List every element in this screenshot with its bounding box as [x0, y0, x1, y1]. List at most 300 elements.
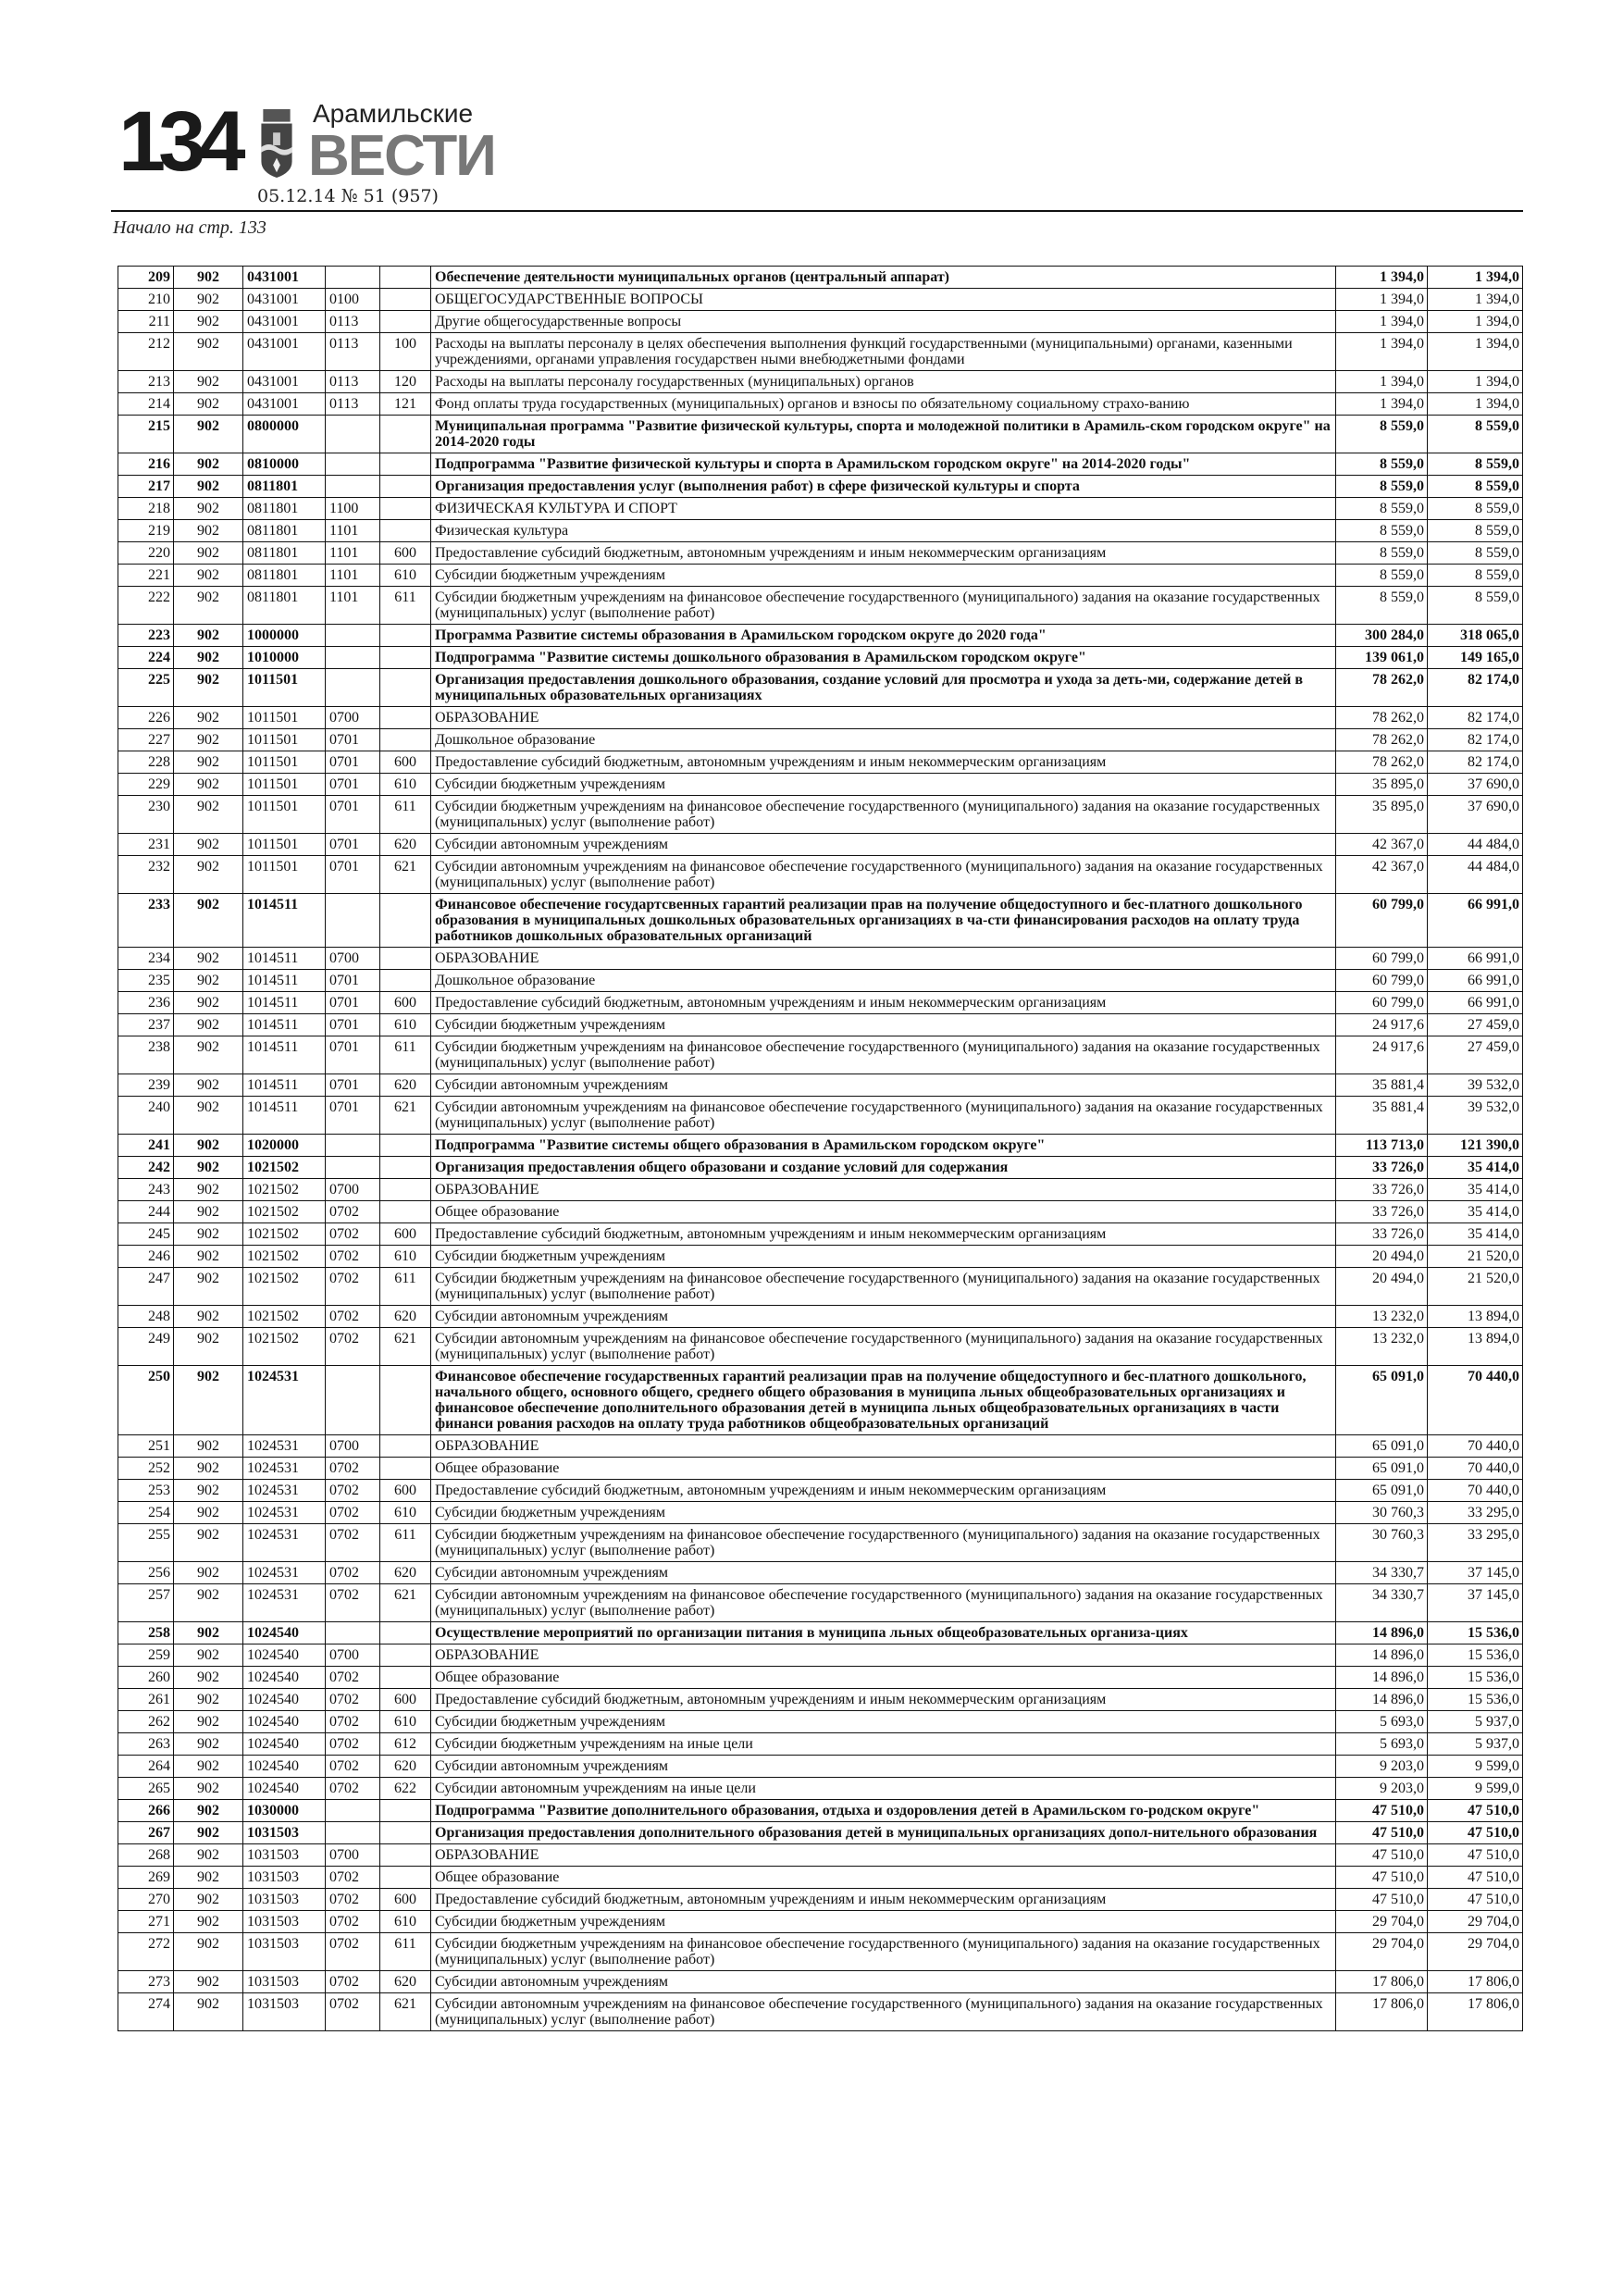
amount-year-1: 5 693,0: [1336, 1711, 1428, 1733]
row-number: 243: [118, 1179, 174, 1201]
expense-type-code: [380, 1800, 431, 1822]
section-code: [326, 267, 380, 289]
table-row: [118, 1584, 1523, 1622]
department-code: 902: [174, 1458, 243, 1480]
amount-year-1: 14 896,0: [1336, 1622, 1428, 1644]
table-row: [118, 393, 1523, 416]
amount-year-1: 35 895,0: [1336, 796, 1428, 834]
row-number: 239: [118, 1074, 174, 1097]
department-code: 902: [174, 1502, 243, 1524]
section-code: 0701: [326, 856, 380, 894]
description: Дошкольное образование: [431, 970, 1336, 992]
amount-year-1: 47 510,0: [1336, 1822, 1428, 1844]
amount-year-2: 35 414,0: [1428, 1179, 1523, 1201]
expense-type-code: 611: [380, 587, 431, 625]
target-article-code: 1024540: [243, 1711, 326, 1733]
table-row: [118, 371, 1523, 393]
amount-year-1: 47 510,0: [1336, 1800, 1428, 1822]
section-code: 0702: [326, 1502, 380, 1524]
amount-year-2: 37 690,0: [1428, 796, 1523, 834]
table-row: [118, 1157, 1523, 1179]
expense-type-code: 620: [380, 834, 431, 856]
amount-year-1: 20 494,0: [1336, 1268, 1428, 1306]
description: Субсидии автономным учреждениям на финансовое обеспечение государственного (муниципального) задания на оказание государственных (муниципальных) услуг (выполнение работ): [431, 856, 1336, 894]
coat-of-arms-icon: [257, 107, 296, 180]
brand-name-main: ВЕСТИ: [308, 124, 495, 188]
amount-year-1: 35 881,4: [1336, 1074, 1428, 1097]
row-number: 267: [118, 1822, 174, 1844]
department-code: 902: [174, 587, 243, 625]
target-article-code: 1021502: [243, 1179, 326, 1201]
description: Субсидии бюджетным учреждениям: [431, 1911, 1336, 1933]
section-code: 0702: [326, 1933, 380, 1971]
budget-table: [118, 266, 1523, 2031]
amount-year-2: 47 510,0: [1428, 1822, 1523, 1844]
description: Субсидии бюджетным учреждениям на финансовое обеспечение государственного (муниципального) задания на оказание государственных (муниципальных) услуг (выполнение работ): [431, 796, 1336, 834]
amount-year-1: 8 559,0: [1336, 542, 1428, 565]
table-row: [118, 542, 1523, 565]
target-article-code: 1024531: [243, 1480, 326, 1502]
expense-type-code: 600: [380, 751, 431, 774]
description: Предоставление субсидий бюджетным, автономным учреждениям и иным некоммерческим организациям: [431, 992, 1336, 1014]
target-article-code: 1014511: [243, 1097, 326, 1135]
department-code: 902: [174, 992, 243, 1014]
amount-year-1: 8 559,0: [1336, 565, 1428, 587]
amount-year-1: 29 704,0: [1336, 1933, 1428, 1971]
amount-year-2: 15 536,0: [1428, 1667, 1523, 1689]
description: Субсидии автономным учреждениям: [431, 1562, 1336, 1584]
section-code: 0702: [326, 1971, 380, 1993]
expense-type-code: 600: [380, 542, 431, 565]
amount-year-1: 13 232,0: [1336, 1306, 1428, 1328]
amount-year-1: 14 896,0: [1336, 1667, 1428, 1689]
row-number: 220: [118, 542, 174, 565]
amount-year-2: 15 536,0: [1428, 1622, 1523, 1644]
description: Субсидии бюджетным учреждениям: [431, 565, 1336, 587]
amount-year-1: 60 799,0: [1336, 948, 1428, 970]
department-code: 902: [174, 707, 243, 729]
amount-year-1: 17 806,0: [1336, 1971, 1428, 1993]
department-code: 902: [174, 542, 243, 565]
row-number: 242: [118, 1157, 174, 1179]
amount-year-2: 37 690,0: [1428, 774, 1523, 796]
amount-year-1: 60 799,0: [1336, 992, 1428, 1014]
expense-type-code: 611: [380, 1036, 431, 1074]
amount-year-1: 9 203,0: [1336, 1778, 1428, 1800]
row-number: 209: [118, 267, 174, 289]
department-code: 902: [174, 453, 243, 476]
amount-year-1: 113 713,0: [1336, 1135, 1428, 1157]
row-number: 246: [118, 1246, 174, 1268]
amount-year-2: 29 704,0: [1428, 1933, 1523, 1971]
row-number: 221: [118, 565, 174, 587]
target-article-code: 1011501: [243, 751, 326, 774]
amount-year-2: 47 510,0: [1428, 1889, 1523, 1911]
table-row: [118, 894, 1523, 948]
amount-year-2: 1 394,0: [1428, 371, 1523, 393]
amount-year-1: 65 091,0: [1336, 1458, 1428, 1480]
department-code: 902: [174, 894, 243, 948]
description: Субсидии автономным учреждениям на финансовое обеспечение государственного (муниципального) задания на оказание государственных (муниципальных) услуг (выполнение работ): [431, 1993, 1336, 2031]
department-code: 902: [174, 416, 243, 453]
department-code: 902: [174, 1584, 243, 1622]
department-code: 902: [174, 1667, 243, 1689]
row-number: 232: [118, 856, 174, 894]
expense-type-code: [380, 1179, 431, 1201]
row-number: 258: [118, 1622, 174, 1644]
row-number: 254: [118, 1502, 174, 1524]
table-row: [118, 1201, 1523, 1223]
description: Предоставление субсидий бюджетным, автономным учреждениям и иным некоммерческим организациям: [431, 1223, 1336, 1246]
table-row: [118, 565, 1523, 587]
amount-year-2: 8 559,0: [1428, 520, 1523, 542]
amount-year-2: 9 599,0: [1428, 1778, 1523, 1800]
expense-type-code: [380, 520, 431, 542]
amount-year-2: 8 559,0: [1428, 565, 1523, 587]
section-code: 0100: [326, 289, 380, 311]
expense-type-code: [380, 1822, 431, 1844]
amount-year-2: 37 145,0: [1428, 1562, 1523, 1584]
target-article-code: 1031503: [243, 1911, 326, 1933]
amount-year-1: 78 262,0: [1336, 729, 1428, 751]
expense-type-code: [380, 498, 431, 520]
table-row: [118, 520, 1523, 542]
description: Субсидии автономным учреждениям: [431, 1306, 1336, 1328]
expense-type-code: 600: [380, 1480, 431, 1502]
section-code: 1101: [326, 520, 380, 542]
row-number: 251: [118, 1435, 174, 1458]
table-row: [118, 1524, 1523, 1562]
amount-year-1: 1 394,0: [1336, 289, 1428, 311]
amount-year-1: 5 693,0: [1336, 1733, 1428, 1756]
department-code: 902: [174, 729, 243, 751]
department-code: 902: [174, 1689, 243, 1711]
description: Общее образование: [431, 1667, 1336, 1689]
amount-year-2: 121 390,0: [1428, 1135, 1523, 1157]
table-row: [118, 1179, 1523, 1201]
row-number: 260: [118, 1667, 174, 1689]
section-code: 0702: [326, 1889, 380, 1911]
expense-type-code: 610: [380, 1014, 431, 1036]
section-code: 0702: [326, 1306, 380, 1328]
amount-year-2: 47 510,0: [1428, 1867, 1523, 1889]
amount-year-1: 60 799,0: [1336, 894, 1428, 948]
row-number: 216: [118, 453, 174, 476]
expense-type-code: 612: [380, 1733, 431, 1756]
amount-year-1: 14 896,0: [1336, 1644, 1428, 1667]
department-code: 902: [174, 1097, 243, 1135]
amount-year-2: 8 559,0: [1428, 542, 1523, 565]
section-code: 0701: [326, 774, 380, 796]
target-article-code: 1031503: [243, 1889, 326, 1911]
amount-year-1: 24 917,6: [1336, 1014, 1428, 1036]
row-number: 250: [118, 1366, 174, 1435]
description: Субсидии бюджетным учреждениям: [431, 774, 1336, 796]
description: Субсидии автономным учреждениям на финансовое обеспечение государственного (муниципального) задания на оказание государственных (муниципальных) услуг (выполнение работ): [431, 1328, 1336, 1366]
amount-year-2: 1 394,0: [1428, 333, 1523, 371]
expense-type-code: [380, 625, 431, 647]
department-code: 902: [174, 625, 243, 647]
department-code: 902: [174, 267, 243, 289]
amount-year-1: 14 896,0: [1336, 1689, 1428, 1711]
department-code: 902: [174, 1074, 243, 1097]
expense-type-code: 622: [380, 1778, 431, 1800]
table-row: [118, 1074, 1523, 1097]
row-number: 219: [118, 520, 174, 542]
table-row: [118, 1268, 1523, 1306]
amount-year-2: 35 414,0: [1428, 1157, 1523, 1179]
expense-type-code: [380, 647, 431, 669]
row-number: 215: [118, 416, 174, 453]
section-code: 1101: [326, 587, 380, 625]
target-article-code: 1024540: [243, 1733, 326, 1756]
amount-year-2: 1 394,0: [1428, 267, 1523, 289]
section-code: 0701: [326, 1036, 380, 1074]
expense-type-code: [380, 948, 431, 970]
table-row: [118, 267, 1523, 289]
continued-from-note: Начало на стр. 133: [113, 217, 266, 238]
section-code: 0702: [326, 1911, 380, 1933]
table-row: [118, 970, 1523, 992]
department-code: 902: [174, 476, 243, 498]
row-number: 265: [118, 1778, 174, 1800]
row-number: 263: [118, 1733, 174, 1756]
description: Субсидии бюджетным учреждениям на финансовое обеспечение государственного (муниципального) задания на оказание государственных (муниципальных) услуг (выполнение работ): [431, 587, 1336, 625]
table-row: [118, 1223, 1523, 1246]
expense-type-code: 610: [380, 774, 431, 796]
department-code: 902: [174, 1524, 243, 1562]
department-code: 902: [174, 1756, 243, 1778]
section-code: 0701: [326, 1097, 380, 1135]
table-row: [118, 453, 1523, 476]
expense-type-code: 620: [380, 1306, 431, 1328]
section-code: [326, 1822, 380, 1844]
department-code: 902: [174, 948, 243, 970]
section-code: 0701: [326, 1014, 380, 1036]
description: Субсидии бюджетным учреждениям: [431, 1014, 1336, 1036]
expense-type-code: 620: [380, 1562, 431, 1584]
amount-year-1: 8 559,0: [1336, 498, 1428, 520]
description: Предоставление субсидий бюджетным, автономным учреждениям и иным некоммерческим организациям: [431, 542, 1336, 565]
amount-year-1: 13 232,0: [1336, 1328, 1428, 1366]
amount-year-1: 8 559,0: [1336, 416, 1428, 453]
description: ОБРАЗОВАНИЕ: [431, 1844, 1336, 1867]
description: ОБРАЗОВАНИЕ: [431, 948, 1336, 970]
section-code: 0700: [326, 1435, 380, 1458]
expense-type-code: 621: [380, 856, 431, 894]
amount-year-2: 8 559,0: [1428, 587, 1523, 625]
department-code: 902: [174, 1268, 243, 1306]
section-code: [326, 1622, 380, 1644]
target-article-code: 0431001: [243, 371, 326, 393]
description: Подпрограмма "Развитие системы дошкольного образования в Арамильском городском округе": [431, 647, 1336, 669]
department-code: 902: [174, 393, 243, 416]
row-number: 264: [118, 1756, 174, 1778]
description: ОБРАЗОВАНИЕ: [431, 707, 1336, 729]
amount-year-1: 33 726,0: [1336, 1179, 1428, 1201]
expense-type-code: [380, 707, 431, 729]
amount-year-1: 65 091,0: [1336, 1480, 1428, 1502]
amount-year-1: 78 262,0: [1336, 707, 1428, 729]
target-article-code: 1024540: [243, 1778, 326, 1800]
description: Финансовое обеспечение государтсвенных гарантий реализации прав на получение общедоступного и бес-платного дошкольного образования в муниципальных дошкольных образовательных организациях в ча-сти финансирования расходов на оплату труда работников дошкольных образовательных организаций: [431, 894, 1336, 948]
department-code: 902: [174, 1867, 243, 1889]
description: Подпрограмма "Развитие дополнительного образования, отдыха и оздоровления детей в Арамильском го-родском округе": [431, 1800, 1336, 1822]
target-article-code: 1014511: [243, 1014, 326, 1036]
expense-type-code: [380, 1622, 431, 1644]
amount-year-1: 47 510,0: [1336, 1867, 1428, 1889]
section-code: 1101: [326, 542, 380, 565]
row-number: 228: [118, 751, 174, 774]
section-code: 0701: [326, 834, 380, 856]
table-row: [118, 1306, 1523, 1328]
expense-type-code: 621: [380, 1993, 431, 2031]
target-article-code: 1031503: [243, 1933, 326, 1971]
row-number: 244: [118, 1201, 174, 1223]
amount-year-1: 8 559,0: [1336, 587, 1428, 625]
department-code: 902: [174, 1366, 243, 1435]
section-code: 0702: [326, 1246, 380, 1268]
section-code: [326, 1800, 380, 1822]
target-article-code: 1000000: [243, 625, 326, 647]
section-code: [326, 625, 380, 647]
description: Организация предоставления общего образовани и создание условий для содержания: [431, 1157, 1336, 1179]
target-article-code: 1031503: [243, 1993, 326, 2031]
target-article-code: 1031503: [243, 1867, 326, 1889]
table-row: [118, 948, 1523, 970]
amount-year-1: 300 284,0: [1336, 625, 1428, 647]
section-code: 0702: [326, 1524, 380, 1562]
section-code: [326, 669, 380, 707]
amount-year-2: 39 532,0: [1428, 1074, 1523, 1097]
amount-year-2: 5 937,0: [1428, 1733, 1523, 1756]
table-row: [118, 1993, 1523, 2031]
expense-type-code: 121: [380, 393, 431, 416]
table-row: [118, 834, 1523, 856]
expense-type-code: 610: [380, 565, 431, 587]
expense-type-code: [380, 970, 431, 992]
table-row: [118, 498, 1523, 520]
expense-type-code: 600: [380, 1889, 431, 1911]
description: Физическая культура: [431, 520, 1336, 542]
expense-type-code: 600: [380, 1223, 431, 1246]
expense-type-code: 621: [380, 1097, 431, 1135]
table-row: [118, 1667, 1523, 1689]
brand-name-top: Арамильские: [313, 99, 474, 128]
table-row: [118, 729, 1523, 751]
amount-year-1: 78 262,0: [1336, 751, 1428, 774]
row-number: 259: [118, 1644, 174, 1667]
amount-year-1: 139 061,0: [1336, 647, 1428, 669]
section-code: 0701: [326, 729, 380, 751]
department-code: 902: [174, 1844, 243, 1867]
amount-year-1: 65 091,0: [1336, 1366, 1428, 1435]
table-row: [118, 1366, 1523, 1435]
description: Муниципальная программа "Развитие физической культуры, спорта и молодежной политики в Арамиль-ском городском округе" на 2014-2020 годы: [431, 416, 1336, 453]
amount-year-2: 8 559,0: [1428, 476, 1523, 498]
amount-year-1: 33 726,0: [1336, 1201, 1428, 1223]
amount-year-2: 82 174,0: [1428, 729, 1523, 751]
amount-year-2: 82 174,0: [1428, 751, 1523, 774]
amount-year-2: 15 536,0: [1428, 1644, 1523, 1667]
section-code: 0702: [326, 1689, 380, 1711]
target-article-code: 1014511: [243, 948, 326, 970]
expense-type-code: 611: [380, 1524, 431, 1562]
section-code: 0702: [326, 1778, 380, 1800]
target-article-code: 0811801: [243, 476, 326, 498]
table-row: [118, 1933, 1523, 1971]
department-code: 902: [174, 1933, 243, 1971]
row-number: 241: [118, 1135, 174, 1157]
amount-year-1: 1 394,0: [1336, 371, 1428, 393]
table-row: [118, 625, 1523, 647]
amount-year-2: 70 440,0: [1428, 1480, 1523, 1502]
expense-type-code: 621: [380, 1584, 431, 1622]
section-code: 0113: [326, 371, 380, 393]
amount-year-1: 1 394,0: [1336, 267, 1428, 289]
row-number: 268: [118, 1844, 174, 1867]
section-code: 0701: [326, 992, 380, 1014]
row-number: 234: [118, 948, 174, 970]
target-article-code: 1024540: [243, 1622, 326, 1644]
table-row: [118, 1036, 1523, 1074]
row-number: 240: [118, 1097, 174, 1135]
amount-year-2: 318 065,0: [1428, 625, 1523, 647]
table-row: [118, 1733, 1523, 1756]
expense-type-code: [380, 1366, 431, 1435]
amount-year-2: 8 559,0: [1428, 416, 1523, 453]
table-row: [118, 476, 1523, 498]
row-number: 227: [118, 729, 174, 751]
description: Финансовое обеспечение государственных гарантий реализации прав на получение общедоступного и бес-платного дошкольного, начального общего, основного общего, среднего общего образования в муниципа льных общеобразовательных организациях и финансовое обеспечение дополнительного образования детей в муниципа льных общеобразовательных организациях в части финанси рования расходов на оплату труда работников общеобразовательных организаций: [431, 1366, 1336, 1435]
description: Дошкольное образование: [431, 729, 1336, 751]
section-code: 0702: [326, 1993, 380, 2031]
department-code: 902: [174, 1435, 243, 1458]
department-code: 902: [174, 751, 243, 774]
expense-type-code: 620: [380, 1971, 431, 1993]
expense-type-code: [380, 729, 431, 751]
description: Предоставление субсидий бюджетным, автономным учреждениям и иным некоммерческим организациям: [431, 751, 1336, 774]
row-number: 233: [118, 894, 174, 948]
description: Субсидии автономным учреждениям на финансовое обеспечение государственного (муниципального) задания на оказание государственных (муниципальных) услуг (выполнение работ): [431, 1584, 1336, 1622]
row-number: 226: [118, 707, 174, 729]
department-code: 902: [174, 1223, 243, 1246]
amount-year-1: 8 559,0: [1336, 453, 1428, 476]
target-article-code: 1020000: [243, 1135, 326, 1157]
target-article-code: 1011501: [243, 796, 326, 834]
department-code: 902: [174, 520, 243, 542]
department-code: 902: [174, 1562, 243, 1584]
department-code: 902: [174, 371, 243, 393]
department-code: 902: [174, 311, 243, 333]
description: Субсидии бюджетным учреждениям на финансовое обеспечение государственного (муниципального) задания на оказание государственных (муниципальных) услуг (выполнение работ): [431, 1524, 1336, 1562]
target-article-code: 1021502: [243, 1268, 326, 1306]
row-number: 261: [118, 1689, 174, 1711]
target-article-code: 1014511: [243, 992, 326, 1014]
target-article-code: 1024531: [243, 1584, 326, 1622]
department-code: 902: [174, 1911, 243, 1933]
expense-type-code: [380, 1644, 431, 1667]
amount-year-2: 5 937,0: [1428, 1711, 1523, 1733]
row-number: 255: [118, 1524, 174, 1562]
amount-year-1: 24 917,6: [1336, 1036, 1428, 1074]
amount-year-1: 35 895,0: [1336, 774, 1428, 796]
row-number: 217: [118, 476, 174, 498]
expense-type-code: [380, 289, 431, 311]
target-article-code: 1031503: [243, 1971, 326, 1993]
description: Субсидии бюджетным учреждениям на финансовое обеспечение государственного (муниципального) задания на оказание государственных (муниципальных) услуг (выполнение работ): [431, 1036, 1336, 1074]
expense-type-code: 610: [380, 1246, 431, 1268]
